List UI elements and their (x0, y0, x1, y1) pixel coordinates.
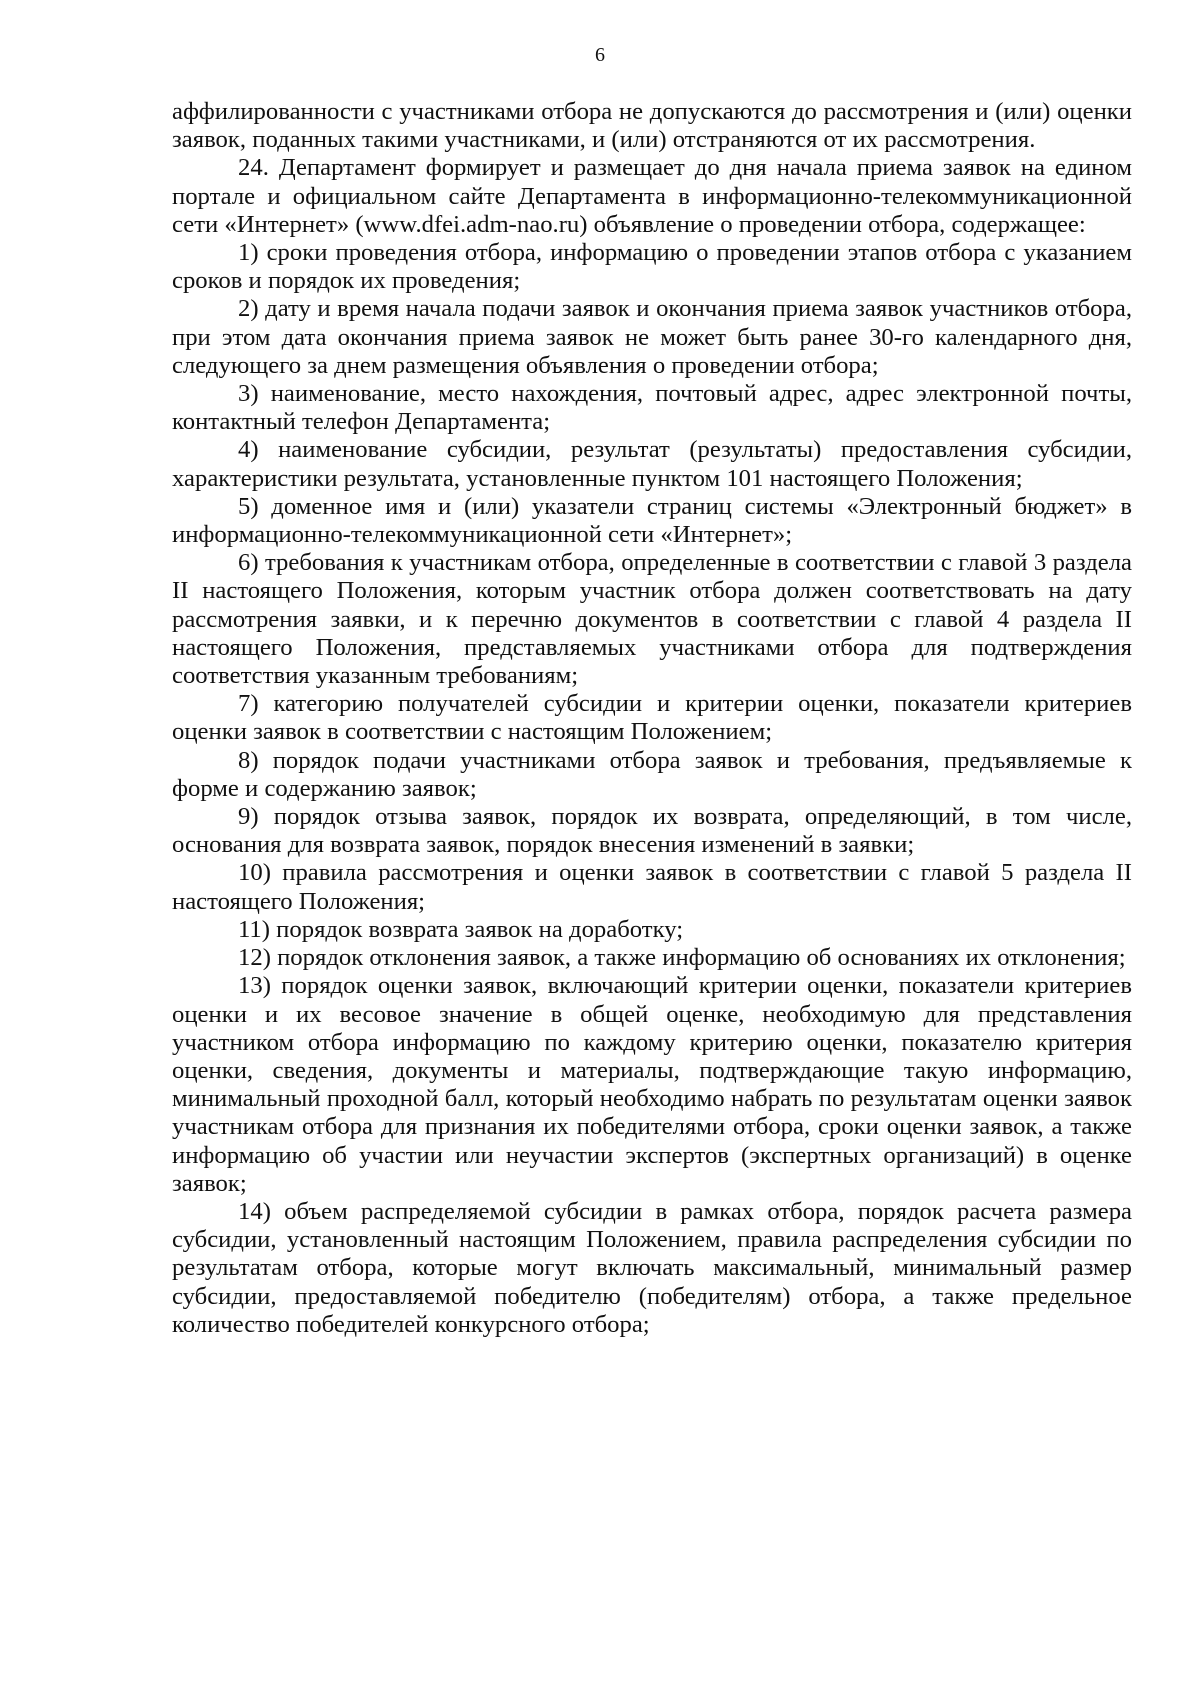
paragraph-24: 24. Департамент формирует и размещает до дня начала приема заявок на едином портале и официальном сайте Департамента в информационно-телекоммуникационной сети «Интернет» (www.dfei.adm-nao.ru) объявление о проведении отбора, содержащее: (172, 154, 1132, 238)
list-item-10: 10) правила рассмотрения и оценки заявок в соответствии с главой 5 раздела II настоящего Положения; (172, 859, 1132, 915)
list-item-9: 9) порядок отзыва заявок, порядок их возврата, определяющий, в том числе, основания для возврата заявок, порядок внесения изменений в заявки; (172, 803, 1132, 859)
list-item-13: 13) порядок оценки заявок, включающий критерии оценки, показатели критериев оценки и их весовое значение в общей оценке, необходимую для представления участником отбора информацию по каждому критерию оценки, показателю критерия оценки, сведения, документы и материалы, подтверждающие такую информацию, минимальный проходной балл, который необходимо набрать по результатам оценки заявок участникам отбора для признания их победителями отбора, сроки оценки заявок, а также информацию об участии или неучастии экспертов (экспертных организаций) в оценке заявок; (172, 972, 1132, 1197)
list-item-4: 4) наименование субсидии, результат (результаты) предоставления субсидии, характеристики результата, установленные пунктом 101 настоящего Положения; (172, 436, 1132, 492)
list-item-7: 7) категорию получателей субсидии и критерии оценки, показатели критериев оценки заявок в соответствии с настоящим Положением; (172, 690, 1132, 746)
list-item-11: 11) порядок возврата заявок на доработку; (238, 915, 684, 943)
document-body (172, 98, 1132, 1339)
list-item-2: 2) дату и время начала подачи заявок и окончания приема заявок участников отбора, при этом дата окончания приема заявок не может быть ранее 30-го календарного дня, следующего за днем размещения объявления о проведении отбора; (172, 295, 1132, 379)
list-item-3: 3) наименование, место нахождения, почтовый адрес, адрес электронной почты, контактный телефон Департамента; (172, 380, 1132, 436)
list-item-6: 6) требования к участникам отбора, определенные в соответствии с главой 3 раздела II настоящего Положения, которым участник отбора должен соответствовать на дату рассмотрения заявки, и к перечню документов в соответствии с главой 4 раздела II настоящего Положения, представляемых участниками отбора для подтверждения соответствия указанным требованиям; (172, 549, 1132, 690)
list-item-12: 12) порядок отклонения заявок, а также информацию об основаниях их отклонения; (238, 944, 1126, 972)
list-item-5: 5) доменное имя и (или) указатели страниц системы «Электронный бюджет» в информационно-телекоммуникационной сети «Интернет»; (172, 492, 1132, 549)
page-number: 6 (595, 44, 605, 66)
list-item-1: 1) сроки проведения отбора, информацию о проведении этапов отбора с указанием сроков и порядок их проведения; (172, 239, 1132, 295)
list-item-8: 8) порядок подачи участниками отбора заявок и требования, предъявляемые к форме и содержанию заявок; (172, 746, 1132, 802)
paragraph-continuation: аффилированности с участниками отбора не допускаются до рассмотрения и (или) оценки заявок, поданных такими участниками, и (или) отстраняются от их рассмотрения. (172, 98, 1132, 154)
list-item-14: 14) объем распределяемой субсидии в рамках отбора, порядок расчета размера субсидии, установленный настоящим Положением, правила распределения субсидии по результатам отбора, которые могут включать максимальный, минимальный размер субсидии, предоставляемой победителю (победителям) отбора, а также предельное количество победителей конкурсного отбора; (172, 1197, 1132, 1338)
